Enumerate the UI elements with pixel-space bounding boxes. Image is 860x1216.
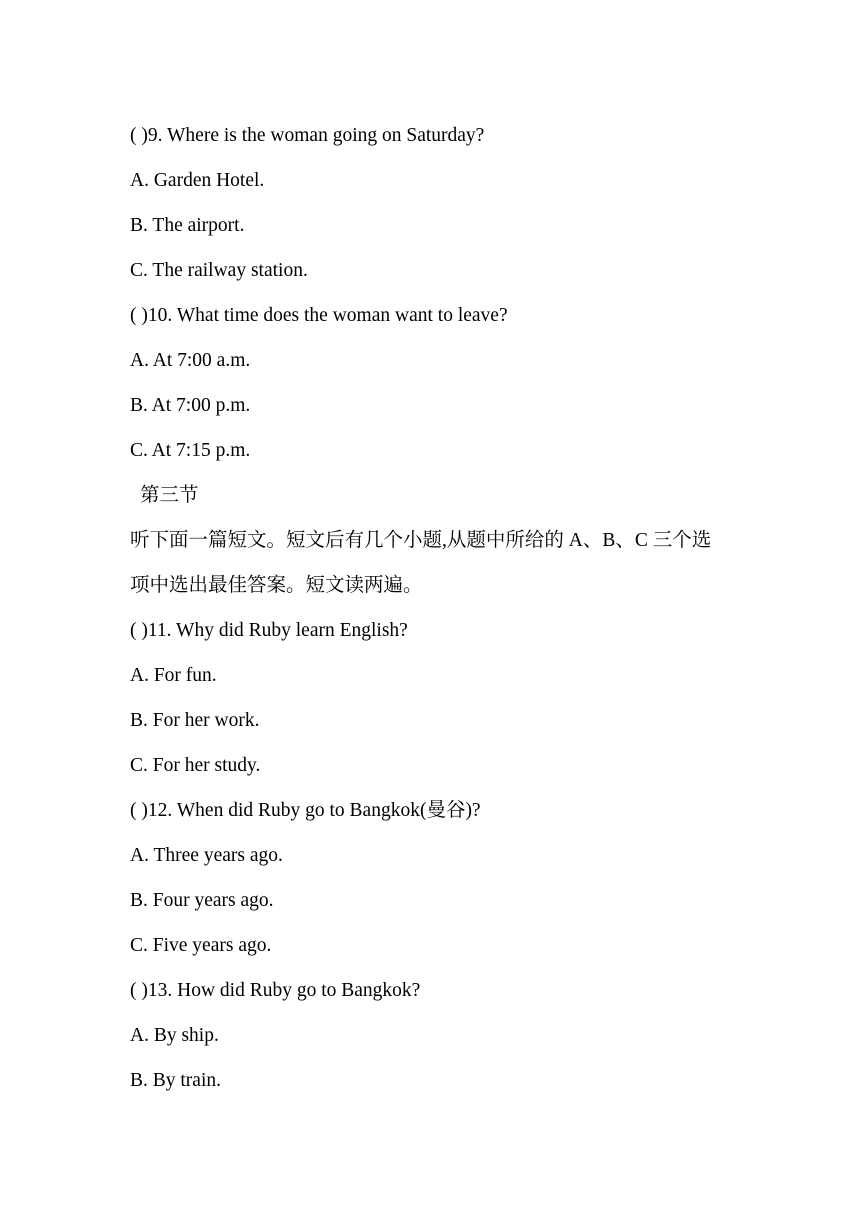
answer-option: A. Three years ago. [130, 845, 283, 866]
answer-option: A. At 7:00 a.m. [130, 350, 251, 371]
answer-option: C. For her study. [130, 755, 261, 776]
answer-option: A. For fun. [130, 665, 217, 686]
section-instruction: 听下面一篇短文。短文后有几个小题,从题中所给的 A、B、C 三个选 [130, 530, 712, 551]
answer-option: A. Garden Hotel. [130, 170, 265, 191]
question-stem: ( )11. Why did Ruby learn English? [130, 620, 408, 641]
section-instruction: 项中选出最佳答案。短文读两遍。 [130, 575, 423, 596]
answer-option: B. For her work. [130, 710, 260, 731]
document-content [130, 113, 750, 1103]
answer-option: A. By ship. [130, 1025, 219, 1046]
section-title: 第三节 [140, 485, 199, 506]
answer-option: B. The airport. [130, 215, 245, 236]
answer-option: C. Five years ago. [130, 935, 272, 956]
answer-option: C. At 7:15 p.m. [130, 440, 251, 461]
answer-option: C. The railway station. [130, 260, 308, 281]
question-stem: ( )12. When did Ruby go to Bangkok(曼谷)? [130, 800, 481, 821]
question-stem: ( )13. How did Ruby go to Bangkok? [130, 980, 421, 1001]
answer-option: B. At 7:00 p.m. [130, 395, 251, 416]
question-stem: ( )9. Where is the woman going on Saturday? [130, 125, 485, 146]
question-stem: ( )10. What time does the woman want to leave? [130, 305, 508, 326]
answer-option: B. Four years ago. [130, 890, 274, 911]
answer-option: B. By train. [130, 1070, 221, 1091]
